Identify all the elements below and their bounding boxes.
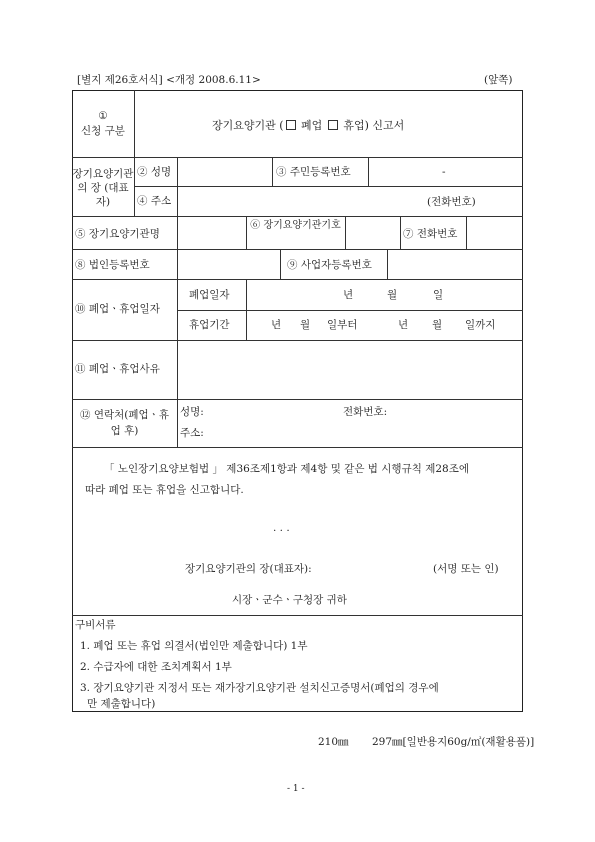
application-type-label: 신청 구분 (81, 125, 125, 137)
phone-note: (전화번호) (427, 196, 476, 208)
closure-date-label: ⑩ 폐업ㆍ휴업일자 (75, 303, 160, 315)
closed-day: 일 (433, 289, 444, 301)
page-number: - 1 - (287, 784, 305, 794)
form-frame (72, 90, 523, 712)
contact-address-label: 주소: (180, 427, 204, 439)
attached-doc-3-cont: 만 제출합니다) (87, 698, 156, 710)
contact-label: ⑫ 연락처(폐업ㆍ휴업 후) (80, 409, 169, 438)
closed-checkbox[interactable] (286, 120, 296, 130)
phone-label: ⑦ 전화번호 (403, 228, 458, 240)
resident-number-dash: - (442, 166, 446, 178)
from-month: 월 (300, 319, 311, 331)
form-title: 장기요양기관 ( 폐업 휴업) 신고서 (212, 119, 405, 132)
statement-line-1: 「 노인장기요양보험법 」 제36조제1항과 제4항 및 같은 법 시행규칙 제28조에 (104, 463, 469, 475)
institution-name-label: ⑤ 장기요양기관명 (75, 228, 160, 240)
institution-code-label: ⑥ 장기요양기관기호 (250, 220, 341, 231)
form-number: [별지 제26호서식] <개정 2008.6.11> (77, 74, 261, 86)
from-day: 일부터 (327, 319, 358, 331)
until-day: 일까지 (465, 319, 496, 331)
until-month: 월 (432, 319, 443, 331)
name-label: ② 성명 (137, 166, 172, 178)
address-label: ④ 주소 (137, 195, 172, 207)
business-number-label: ⑨ 사업자등록번호 (287, 259, 372, 271)
attached-doc-1: 1. 폐업 또는 휴업 의결서(법인만 제출합니다) 1부 (80, 640, 308, 652)
attached-doc-2: 2. 수급자에 대한 조치계획서 1부 (80, 661, 232, 673)
attached-doc-3: 3. 장기요양기관 지정서 또는 재가장기요양기관 설치신고증명서(폐업의 경우에 (80, 682, 439, 694)
resident-number-label: ③ 주민등록번호 (276, 166, 351, 178)
contact-phone-label: 전화번호: (343, 406, 388, 418)
addressee: 시장ㆍ군수ㆍ구청장 귀하 (232, 594, 347, 606)
signer-label: 장기요양기관의 장(대표자): (185, 563, 312, 575)
closure-reason-label: ⑪ 폐업ㆍ휴업사유 (75, 363, 160, 375)
page-side-label: (앞쪽) (484, 74, 513, 86)
closed-date-label: 폐업일자 (189, 289, 230, 301)
paper-width: 210㎜ (318, 736, 349, 748)
field-number-1: ① (98, 110, 108, 122)
until-year: 년 (398, 319, 409, 331)
attached-docs-title: 구비서류 (75, 619, 116, 631)
paper-spec: 297㎜[일반용지60g/㎡(재활용품)] (372, 736, 535, 748)
suspended-checkbox[interactable] (328, 120, 338, 130)
sign-note: (서명 또는 인) (433, 563, 499, 575)
closed-month: 월 (387, 289, 398, 301)
corporate-number-label: ⑧ 법인등록번호 (75, 259, 150, 271)
contact-name-label: 성명: (180, 406, 204, 418)
suspension-period-label: 휴업기간 (189, 319, 230, 331)
statement-line-2: 따라 폐업 또는 휴업을 신고합니다. (85, 484, 244, 496)
date-dots: . . . (273, 522, 290, 534)
head-of-institution-label: 장기요양기관의 장 (대표자) (72, 168, 134, 209)
closed-year: 년 (343, 289, 354, 301)
from-year: 년 (271, 319, 282, 331)
